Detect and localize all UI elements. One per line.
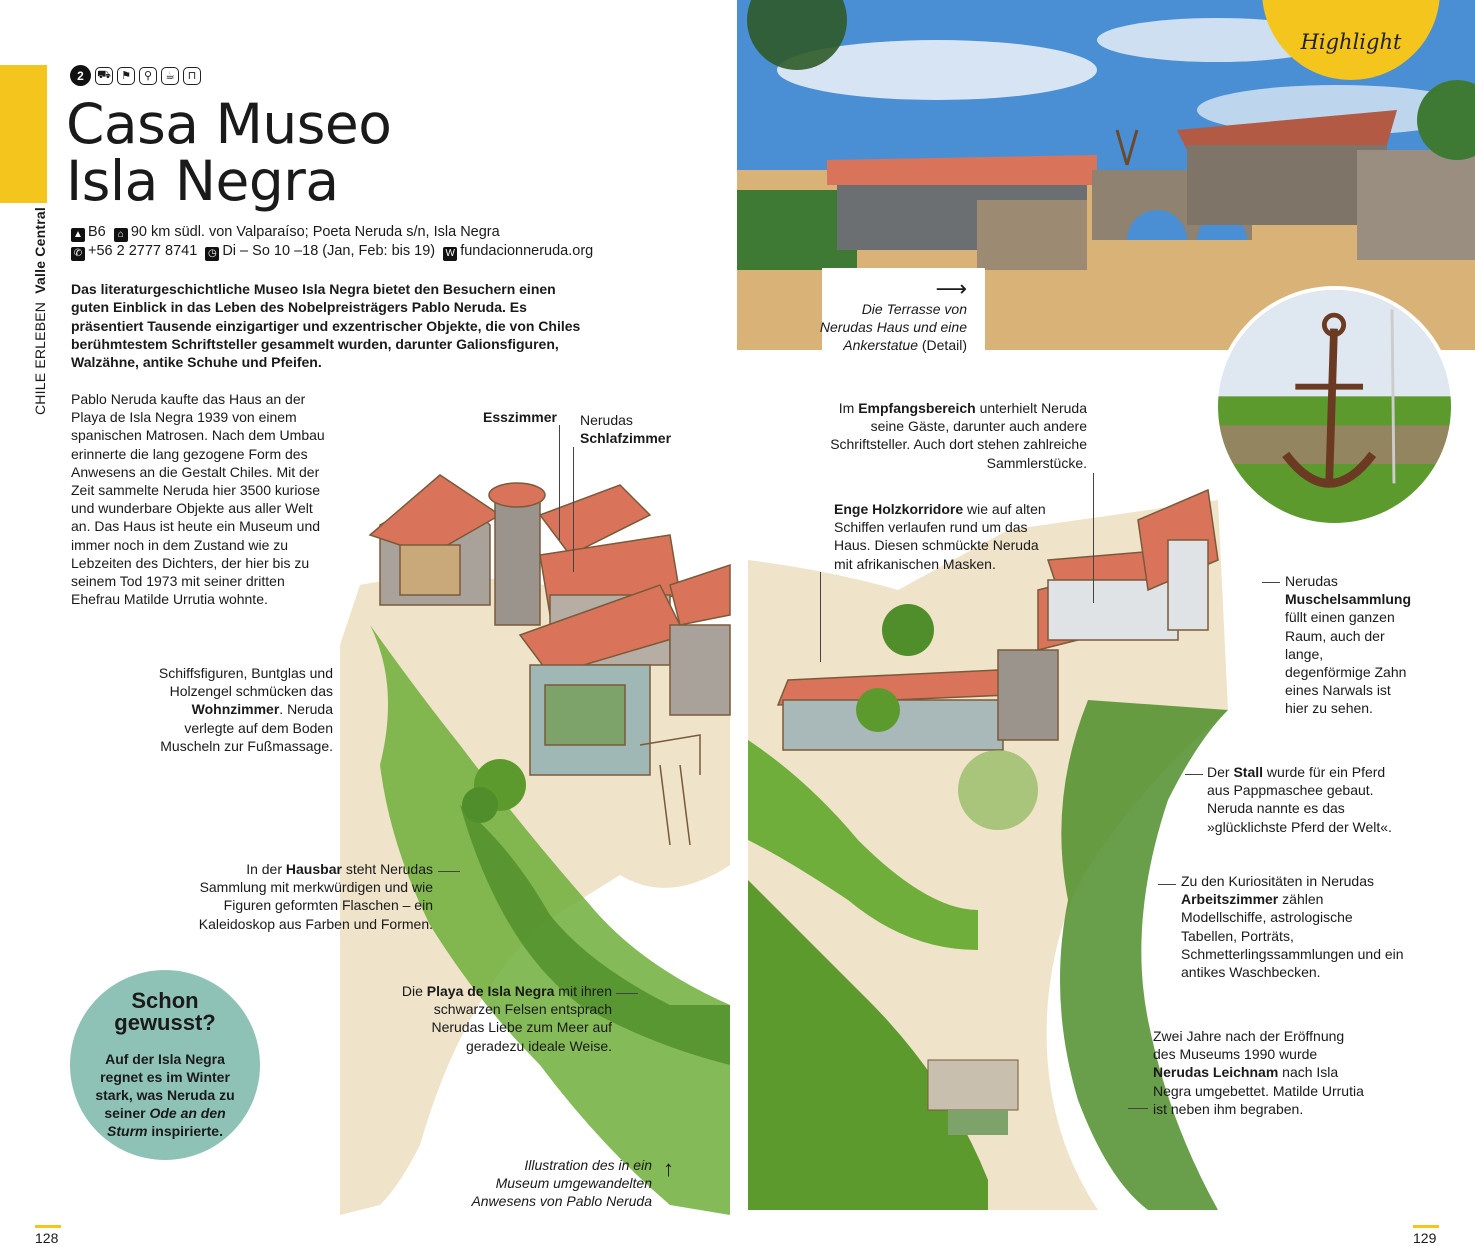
- phone-icon: ✆: [71, 247, 85, 261]
- running-head: [32, 207, 48, 415]
- address: 90 km südl. von Valparaíso; Poeta Neruda s/n, Isla Negra: [130, 224, 500, 240]
- highlight-label: Highlight: [1300, 30, 1402, 54]
- estate-illustration-left: [340, 445, 740, 1215]
- fact-title-2: gewusst?: [114, 1010, 216, 1035]
- leader-korridore: [820, 572, 821, 662]
- photo-caption-box: [819, 268, 985, 353]
- section-tab: [0, 65, 47, 203]
- caption-arbeitszimmer-post: zählen Modellschiffe, astrologische Tabellen, Porträts, Schmetterlingssammlungen und ein antikes Waschbecken.: [1181, 891, 1404, 981]
- entry-number: 2: [70, 65, 91, 86]
- leader-playa: [616, 993, 638, 994]
- title-line-2: Isla Negra: [66, 149, 339, 213]
- anchor-photo: [1214, 286, 1455, 527]
- caption-muschel-pre: Nerudas: [1285, 573, 1338, 589]
- leader-esszimmer: [559, 425, 560, 540]
- fact-title: [70, 990, 260, 1034]
- caption-arbeitszimmer: [1181, 872, 1411, 981]
- body-text: Pablo Neruda kaufte das Haus an der Playa de Isla Negra 1939 von einem spanischen Matrosen. Nach dem Umbau erinnerte die lang gezogene Form des Anwesens an die Gestalt Chiles. Mit der Zeit sammelte Neruda hier 3500 kuriose und wunderbare Objekte aus aller Welt an. Das Haus ist heute ein Museum und immer noch in dem Zustand wie zu Lebzeiten des Dichters, der hier bis zu seinem Tod 1973 mit seiner dritten Ehefrau Matilde Urrutia wohnte.: [71, 391, 325, 608]
- illustration-caption: Illustration des in ein Museum umgewandelten Anwesens von Pablo Neruda: [471, 1157, 652, 1209]
- phone: +56 2 2777 8741: [88, 243, 198, 259]
- caption-hausbar-bold: Hausbar: [285, 861, 342, 877]
- leader-schlafzimmer: [573, 447, 574, 572]
- right-arrow-icon: ⟶: [935, 276, 967, 301]
- caption-hausbar: [195, 860, 433, 933]
- address-icon: ⌂: [114, 228, 128, 242]
- page-number-left: 128: [35, 1230, 59, 1246]
- fact-text-italic: Ode an den Sturm: [107, 1105, 226, 1139]
- caption-leichnam-bold: Nerudas Leichnam: [1153, 1064, 1279, 1081]
- caption-leichnam-post: nach Isla Negra umgebettet. Matilde Urrutia ist neben ihm begraben.: [1153, 1064, 1364, 1117]
- caption-leichnam-pre: Zwei Jahre nach der Eröffnung des Museums 1990 wurde: [1153, 1028, 1345, 1063]
- series-label: CHILE ERLEBEN: [32, 301, 48, 415]
- caption-hausbar-pre: In der: [246, 861, 286, 877]
- caption-leichnam: [1153, 1027, 1368, 1118]
- page-number-right: 129: [1413, 1230, 1437, 1246]
- label-schlafzimmer-bold: Schlafzimmer: [580, 430, 672, 447]
- caption-wohnzimmer: [150, 664, 333, 755]
- coffee-icon: ☕: [161, 67, 179, 85]
- leader-arbeitszimmer: [1158, 884, 1176, 885]
- caption-muschel-post: füllt einen ganzen Raum, auch der lange, degenförmige Zahn eines Narwals ist hier zu sehen.: [1285, 609, 1407, 717]
- opening-hours: Di – So 10 –18 (Jan, Feb: bis 19): [222, 243, 436, 259]
- restaurant-icon: ⚲: [139, 67, 157, 85]
- page-bar-left: [35, 1225, 61, 1228]
- caption-empfang-bold: Empfangsbereich: [858, 400, 976, 416]
- web-icon: W: [443, 247, 457, 261]
- caption-stall-bold: Stall: [1233, 764, 1264, 780]
- caption-wohnzimmer-bold: Wohnzimmer: [191, 701, 280, 718]
- up-arrow-icon: ↑: [663, 1156, 674, 1181]
- caption-empfang: [820, 399, 1087, 472]
- leader-stall: [1185, 774, 1203, 775]
- icon-row: [70, 65, 201, 86]
- caption-playa-post: mit ihren schwarzen Felsen entsprach Nerudas Liebe zum Meer auf geradezu ideale Weise.: [431, 983, 612, 1054]
- caption-stall: [1207, 763, 1407, 836]
- caption-stall-post: wurde für ein Pferd aus Pappmaschee gebaut. Neruda nannte es das »glücklichste Pferd der Welt«.: [1207, 764, 1392, 835]
- leader-muschel: [1262, 582, 1280, 583]
- leader-hausbar: [438, 871, 460, 872]
- label-schlafzimmer: [580, 411, 700, 447]
- fact-box: [70, 970, 260, 1160]
- caption-stall-pre: Der: [1207, 764, 1234, 780]
- caption-empfang-post: unterhielt Neruda seine Gäste, darunter auch andere Schriftsteller. Auch dort stehen zahlreiche Sammlerstücke.: [830, 400, 1087, 471]
- caption-muschel-bold: Muschelsammlung: [1285, 591, 1412, 608]
- caption-muschel: [1285, 572, 1410, 718]
- fact-text-pre: Auf der Isla Negra regnet es im Winter stark, was Neruda zu seiner: [95, 1051, 235, 1121]
- fact-text-post: inspirierte.: [147, 1123, 223, 1139]
- title-line-1: Casa Museo: [66, 92, 392, 156]
- photo-caption: [820, 300, 967, 354]
- caption-playa-bold: Playa de Isla Negra: [426, 983, 555, 999]
- photo-caption-detail: (Detail): [917, 337, 967, 353]
- website[interactable]: fundacionneruda.org: [460, 243, 594, 259]
- caption-empfang-pre: Im: [838, 400, 859, 416]
- leader-leichnam: [1128, 1108, 1148, 1109]
- page-bar-right: [1413, 1225, 1439, 1228]
- caption-wohnzimmer-pre: Schiffsfiguren, Buntglas und Holzengel schmücken das: [158, 665, 333, 700]
- caption-arbeitszimmer-pre: Zu den Kuriositäten in Nerudas: [1181, 873, 1374, 889]
- photo-caption-line-1: Die Terrasse von: [861, 301, 967, 317]
- label-esszimmer: Esszimmer: [483, 409, 557, 425]
- caption-arbeitszimmer-bold: Arbeitszimmer: [1181, 891, 1279, 908]
- photo-caption-line-2: Nerudas Haus und eine: [819, 319, 967, 335]
- hiking-icon: ⚑: [117, 67, 135, 85]
- clock-icon: ◷: [205, 247, 219, 261]
- photo-caption-line-3: Ankerstatue: [843, 337, 918, 353]
- caption-playa: [400, 982, 612, 1055]
- intro-text: Das literaturgeschichtliche Museo Isla Negra bietet den Besuchern einen guten Einblick in das Leben des Nobelpreisträgers Pablo Neruda. Es präsentiert Tausende einzigartiger und exzentrischer Objekte, die von Chiles berühmtestem Schriftsteller gesammelt wurden, darunter Galionsfiguren, Walzähne, antike Schuhe und Pfeifen.: [71, 281, 581, 371]
- caption-playa-pre: Die: [401, 983, 427, 999]
- caption-hausbar-post: steht Nerudas Sammlung mit merkwürdigen und wie Figuren geformten Flaschen – ein Kaleidoskop aus Farben und Formen.: [198, 861, 433, 932]
- map-ref: B6: [88, 224, 106, 240]
- fact-title-1: Schon: [131, 988, 199, 1013]
- caption-korridore-post: wie auf alten Schiffen verlaufen rund um das Haus. Diesen schmückte Neruda mit afrikanischen Masken.: [834, 501, 1046, 572]
- region-label: Valle Central: [32, 207, 48, 294]
- car-icon: ⛟: [95, 67, 113, 85]
- info-block: [71, 223, 631, 261]
- caption-korridore-bold: Enge Holzkorridore: [834, 501, 964, 517]
- fact-text: [88, 1050, 242, 1140]
- label-schlafzimmer-prefix: Nerudas: [580, 412, 633, 428]
- caption-wohnzimmer-post: . Neruda verlegte auf dem Boden Muscheln zur Fußmassage.: [160, 701, 333, 754]
- page-title: [66, 92, 392, 213]
- leader-empfang: [1093, 473, 1094, 603]
- caption-korridore: [834, 500, 1054, 573]
- map-icon: ▲: [71, 228, 85, 242]
- shopping-icon: ⊓: [183, 67, 201, 85]
